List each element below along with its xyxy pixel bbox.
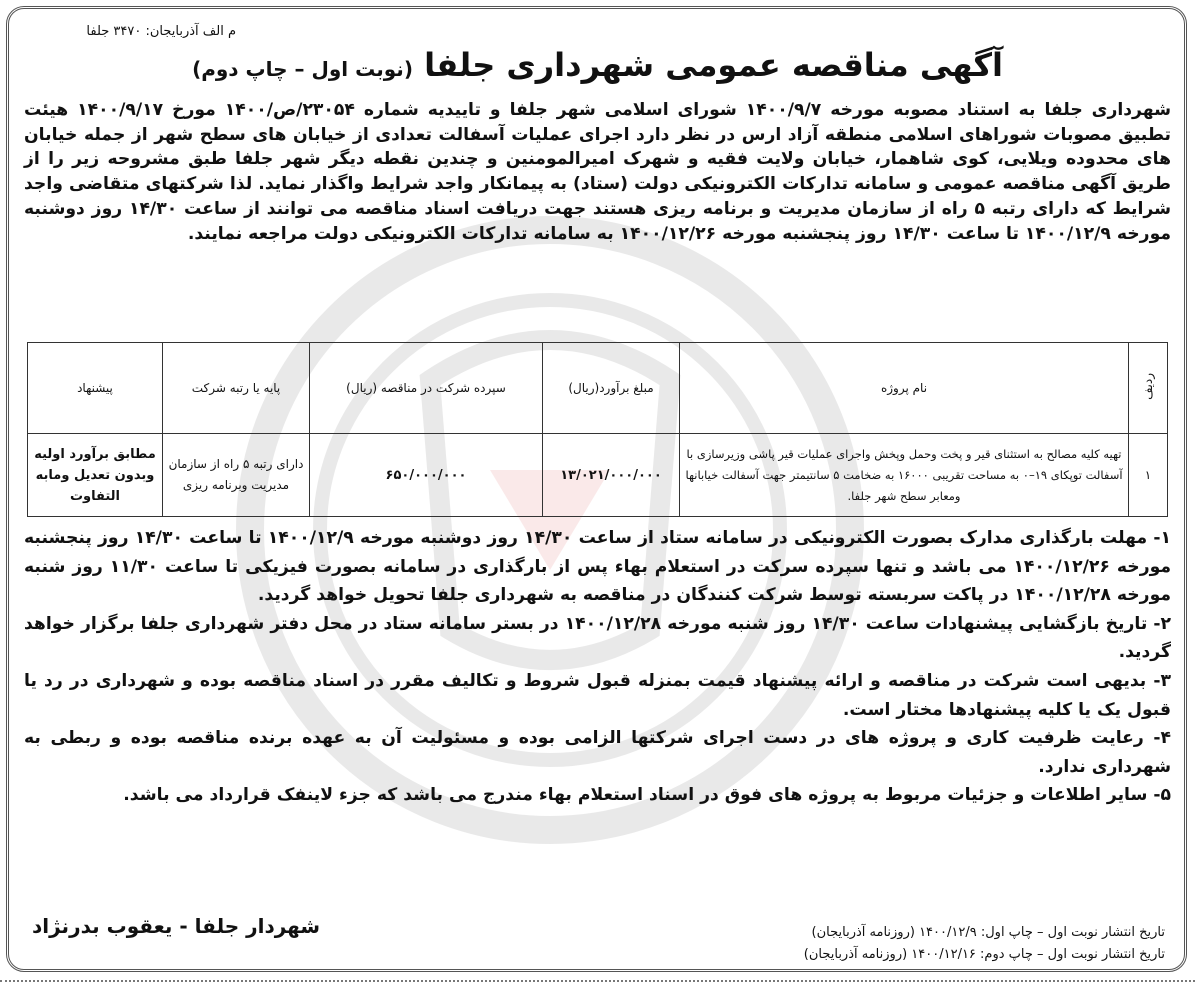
tender-table [27, 342, 1168, 517]
cell-deposit: ۶۵۰/۰۰۰/۰۰۰ [310, 434, 543, 517]
mayor-signature: شهردار جلفا - یعقوب بدرنژاد [32, 914, 321, 938]
table-row [28, 434, 1168, 517]
condition-item: ۲- تاریخ بازگشایی پیشنهادات ساعت ۱۴/۳۰ روز شنبه مورخه ۱۴۰۰/۱۲/۲۸ در بستر سامانه ستاد در محل دفتر شهرداری جلفا برگزار خواهد گردید. [24, 613, 1172, 663]
conditions-list [24, 524, 1171, 810]
cell-project: تهیه کلیه مصالح به استثنای قیر و پخت وحمل وپخش واجرای عملیات قیر پاشی وزیرسازی با آسفالت توپکای ۱۹–۰ به مساحت تقریبی ۱۶۰۰۰ به ضخامت ۵ سانتیمتر جهت آسفالت خیابانها ومعابر سطح شهر جلفا. [680, 434, 1129, 517]
notice-title [18, 46, 1177, 84]
condition-item: ۱- مهلت بارگذاری مدارک بصورت الکترونیکی در سامانه ستاد از ساعت ۱۴/۳۰ روز دوشنبه مورخه ۱۴۰۰/۱۲/۹ تا ساعت ۱۴/۳۰ روز پنجشنبه مورخه ۱۴۰۰/۱۲/۲۶ می باشد و تنها سپرده سرکت در استعلام بهاء پس از بارگذاری در سامانه بصورت فیزیکی تا ساعت ۱۱/۳۰ روز شنبه مورخه ۱۴۰۰/۱۲/۲۸ در پاکت سربسته توسط شرکت کنندگان در مناقصه به شهرداری جلفا تحویل خواهد گردید. [24, 528, 1172, 606]
header-project: نام پروژه [680, 343, 1129, 434]
header-deposit: سپرده شرکت در مناقصه (ریال) [310, 343, 543, 434]
header-offer: پیشنهاد [28, 343, 163, 434]
bottom-dotted-border [0, 980, 1195, 982]
cell-estimate: ۱۳/۰۲۱/۰۰۰/۰۰۰ [543, 434, 680, 517]
title-subtitle: (نوبت اول – چاپ دوم) [192, 57, 413, 81]
cell-index: ۱ [1129, 434, 1168, 517]
header-grade: پایه یا رتبه شرکت [163, 343, 310, 434]
intro-paragraph: شهرداری جلفا به استناد مصوبه مورخه ۱۴۰۰/۹/۷ شورای اسلامی شهر جلفا و تاییدیه شماره ۲۳۰۵۴/ص/۱۴۰۰ مورخ ۱۴۰۰/۹/۱۷ هیئت تطبیق مصوبات شوراهای اسلامی منطقه آزاد ارس در نظر دارد اجرای عملیات آسفالت تعدادی از خیابان های سطح شهر از جمله خیابان های محدوده ویلایی، کوی شاهمار، خیابان ولایت فقیه و شهرک امیرالمومنین و چندین نقطه دیگر شهر جلفا طبق مشروحه زیر را از طریق آگهی مناقصه عمومی و سامانه تدارکات الکترونیکی دولت (ستاد) به پیمانکار واجد شرایط واگذار نماید. لذا شرکتهای متقاضی واجد شرایط که دارای رتبه ۵ راه از سازمان مدیریت و برنامه ریزی هستند جهت دریافت اسناد مناقصه می توانند از ساعت ۱۴/۳۰ روز دوشنبه مورخه ۱۴۰۰/۱۲/۹ تا ساعت ۱۴/۳۰ روز پنجشنبه مورخه ۱۴۰۰/۱۲/۲۶ به سامانه تدارکات الکترونیکی دولت مراجعه نمایند. [24, 100, 1171, 244]
publication-dates [804, 922, 1165, 966]
ad-reference-number: م الف آذربایجان: ۳۴۷۰ جلفا [86, 24, 236, 39]
publication-date-first: تاریخ انتشار نوبت اول – چاپ اول: ۱۴۰۰/۱۲/۹ (روزنامه آذربایجان) [811, 925, 1165, 940]
header-estimate: مبلغ برآورد(ریال) [543, 343, 680, 434]
cell-grade: دارای رتبه ۵ راه از سازمان مدیریت وبرنامه ریزی [163, 434, 310, 517]
publication-date-second: تاریخ انتشار نوبت اول – چاپ دوم: ۱۴۰۰/۱۲/۱۶ (روزنامه آذربایجان) [803, 947, 1165, 962]
condition-item: ۵- سایر اطلاعات و جزئیات مربوط به پروژه های فوق در اسناد استعلام بهاء مندرج می باشد که جزء لاینفک قرارداد می باشد. [123, 785, 1171, 806]
title-text: آگهی مناقصه عمومی شهرداری جلفا [424, 46, 1003, 84]
condition-item: ۳- بدیهی است شرکت در مناقصه و ارائه پیشنهاد قیمت بمنزله قبول شروط و تکالیف مقرر در اسناد مناقصه بوده و شهرداری در رد یا قبول یک یا کلیه پیشنهادها مختار است. [24, 670, 1171, 720]
cell-offer: مطابق برآورد اولیه وبدون تعدیل ومابه التفاوت [28, 434, 163, 517]
table-header-row [28, 343, 1168, 434]
header-index: ردیف [1129, 343, 1168, 434]
condition-item: ۴- رعایت ظرفیت کاری و پروژه های در دست اجرای شرکتها الزامی بوده و مسئولیت آن به عهده برنده مناقصه بوده و ربطی به شهرداری ندارد. [24, 728, 1171, 777]
